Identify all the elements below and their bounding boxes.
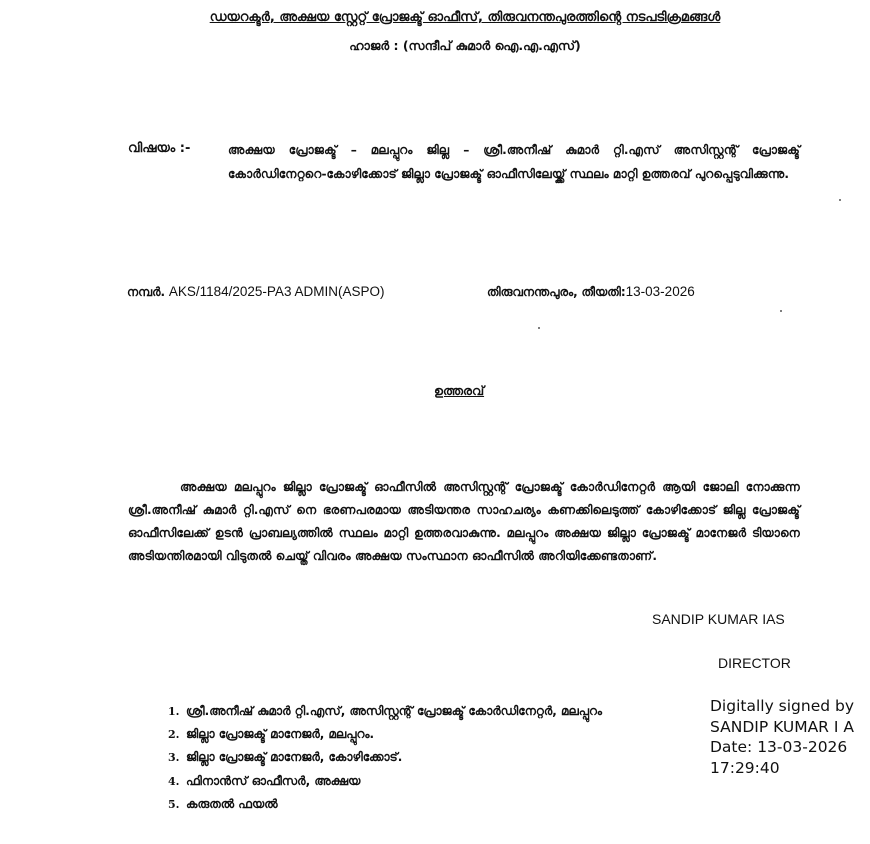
presence-line: ഹാജർ : (സന്ദീപ് കുമാർ ഐ.എ.എസ്) [349,38,581,53]
reference-date-label: തീയതി: [581,285,626,299]
reference-place: തിരുവനന്തപുരം, [487,285,578,299]
list-item: 5. കരുതൽ ഫയൽ [168,796,278,811]
list-item: 1. ശ്രീ.അനീഷ് കുമാർ റ്റി.എസ്, അസിസ്റ്റന്റ് പ്രോജക്ട് കോർഡിനേറ്റർ, മലപ്പുറം [168,704,602,718]
subject-text: അക്ഷയ പ്രോജക്ട് – മലപ്പുറം ജില്ല – ശ്രീ.അനീഷ് കുമാർ റ്റി.എസ് അസിസ്റ്റന്റ് പ്രോജക്ട് കോർഡിനേറ്ററെ-കോഴിക്കോട് ജില്ലാ പ്രോജക്ട് ഓഫീസിലേയ്ക്ക് സ്ഥലം മാറ്റി ഉത്തരവ് പുറപ്പെടുവിക്കുന്നു. [228,143,800,181]
list-item: 3. ജില്ലാ പ്രോജക്ട് മാനേജർ, കോഴിക്കോട്. [168,750,403,765]
copy-to-list [160,700,602,816]
signatory-name: SANDIP KUMAR IAS [652,611,785,627]
signatory-designation: DIRECTOR [718,655,791,671]
digital-signature-block [710,696,854,778]
list-item: 2. ജില്ലാ പ്രോജക്ട് മാനേജർ, മലപ്പുറം. [168,727,375,742]
reference-number [127,284,384,300]
digital-signature-date: Date: 13-03-2026 [710,738,848,756]
list-item: 4. ഫിനാൻസ് ഓഫീസർ, അക്ഷയ [168,773,361,788]
digital-signature-time: 17:29:40 [710,758,780,777]
digital-signature-signer: SANDIP KUMAR I A [710,717,854,736]
document-title: ഡയറക്ടർ, അക്ഷയ സ്റ്റേറ്റ് പ്രോജക്ട് ഓഫീസ്, തിരുവനന്തപുരത്തിന്റെ നടപടിക്രമങ്ങൾ [209,10,721,25]
subject-label: വിഷയം :- [128,141,191,156]
scan-speck [839,199,841,201]
reference-date-value: 13-03-2026 [625,284,695,299]
reference-date [487,284,695,300]
order-heading: ഉത്തരവ് [433,383,485,398]
reference-number-value: AKS/1184/2025-PA3 ADMIN(ASPO) [168,284,385,299]
reference-number-label: നമ്പർ. [127,285,166,299]
scan-speck [780,310,782,312]
order-body: അക്ഷയ മലപ്പുറം ജില്ലാ പ്രോജക്ട് ഓഫീസിൽ അസിസ്റ്റന്റ് പ്രോജക്ട് കോർഡിനേറ്റർ ആയി ജോലി നോക്കുന്ന ശ്രീ.അനീഷ് കുമാർ റ്റി.എസ് നെ ഭരണപരമായ അടിയന്തര സാഹചര്യം കണക്കിലെടുത്ത് കോഴിക്കോട് ജില്ല പ്രോജക്ട് ഓഫീസിലേക്ക് ഉടൻ പ്രാബല്യത്തിൽ സ്ഥലം മാറ്റി ഉത്തരവാകുന്നു. മലപ്പുറം അക്ഷയ ജില്ലാ പ്രോജക്ട് മാനേജർ ടിയാനെ അടിയന്തിരമായി വിടുതൽ ചെയ്ത് വിവരം അക്ഷയ സംസ്ഥാന ഓഫീസിൽ അറിയിക്കേണ്ടതാണ്. [128,480,800,563]
scan-speck [538,327,540,329]
digital-signature-line: Digitally signed by [710,697,855,715]
